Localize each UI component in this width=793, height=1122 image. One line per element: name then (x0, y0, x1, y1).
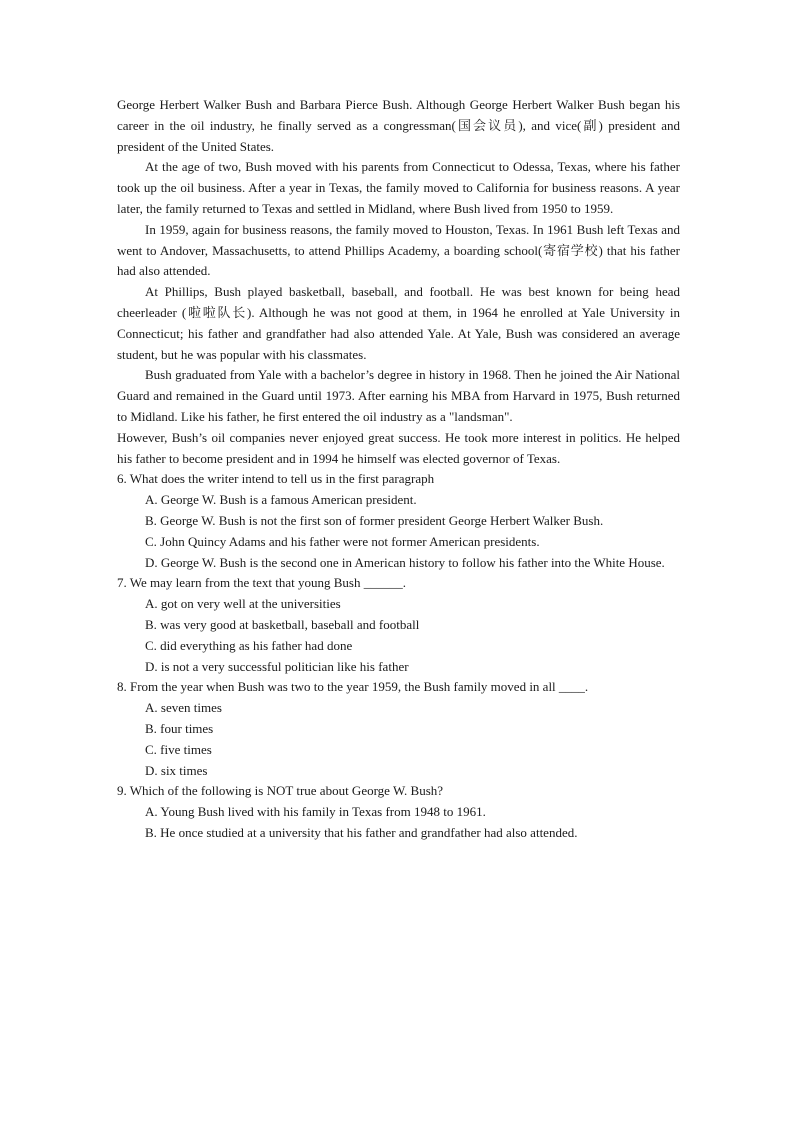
question-stem: 6. What does the writer intend to tell us in the first paragraph (117, 471, 435, 487)
option-a: A. George W. Bush is a famous American president. (145, 492, 417, 508)
option-b: B. four times (145, 720, 214, 736)
passage-paragraph-3: In 1959, again for business reasons, the family moved to Houston, Texas. In 1961 Bush left Texas and went to Andover, Massachusetts, to attend Phillips Academy, a boarding school(寄宿学校) that his father had also attended. (117, 221, 680, 279)
question-9 (117, 781, 680, 843)
question-6 (117, 469, 680, 573)
reading-passage (117, 95, 680, 469)
option-b: B. was very good at basketball, baseball and football (145, 616, 420, 632)
option-a: A. Young Bush lived with his family in Texas from 1948 to 1961. (145, 804, 486, 820)
option-a: A. seven times (145, 700, 222, 716)
document-page (117, 95, 680, 844)
option-b: B. George W. Bush is not the first son of former president George Herbert Walker Bush. (145, 512, 604, 528)
question-stem: 7. We may learn from the text that young Bush ______. (117, 575, 406, 591)
passage-paragraph-6: However, Bush’s oil companies never enjoyed great success. He took more interest in politics. He helped his father to become president and in 1994 he himself was elected governor of Texas. (117, 429, 680, 466)
option-d: D. six times (145, 762, 208, 778)
passage-paragraph-4: At Phillips, Bush played basketball, baseball, and football. He was best known for being head cheerleader (啦啦队长). Although he was not good at them, in 1964 he enrolled at Yale University in Connecticut; his father and grandfather had also attended Yale. At Yale, Bush was considered an average student, but he was popular with his classmates. (117, 284, 680, 362)
option-d: D. George W. Bush is the second one in American history to follow his father into the White House. (145, 554, 665, 570)
option-b: B. He once studied at a university that his father and grandfather had also attended. (145, 824, 578, 840)
option-c: C. did everything as his father had done (145, 637, 353, 653)
question-stem: 8. From the year when Bush was two to the year 1959, the Bush family moved in all ____. (117, 679, 589, 695)
question-stem: 9. Which of the following is NOT true about George W. Bush? (117, 783, 444, 799)
question-7 (117, 573, 680, 677)
option-a: A. got on very well at the universities (145, 596, 341, 612)
passage-paragraph-1: George Herbert Walker Bush and Barbara Pierce Bush. Although George Herbert Walker Bush began his career in the oil industry, he finally served as a congressman(国会议员), and vice(副) president and president of the United States. (117, 97, 680, 154)
passage-paragraph-2: At the age of two, Bush moved with his parents from Connecticut to Odessa, Texas, where his father took up the oil business. After a year in Texas, the family moved to California for business reasons. A year later, the family returned to Texas and settled in Midland, where Bush lived from 1950 to 1959. (117, 159, 680, 216)
option-c: C. John Quincy Adams and his father were not former American presidents. (145, 533, 540, 549)
passage-paragraph-5: Bush graduated from Yale with a bachelor’s degree in history in 1968. Then he joined the Air National Guard and remained in the Guard until 1973. After earning his MBA from Harvard in 1975, Bush returned to Midland. Like his father, he first entered the oil industry as a "landsman". (117, 367, 680, 424)
option-d: D. is not a very successful politician like his father (145, 658, 409, 674)
option-c: C. five times (145, 741, 212, 757)
question-8 (117, 677, 680, 781)
